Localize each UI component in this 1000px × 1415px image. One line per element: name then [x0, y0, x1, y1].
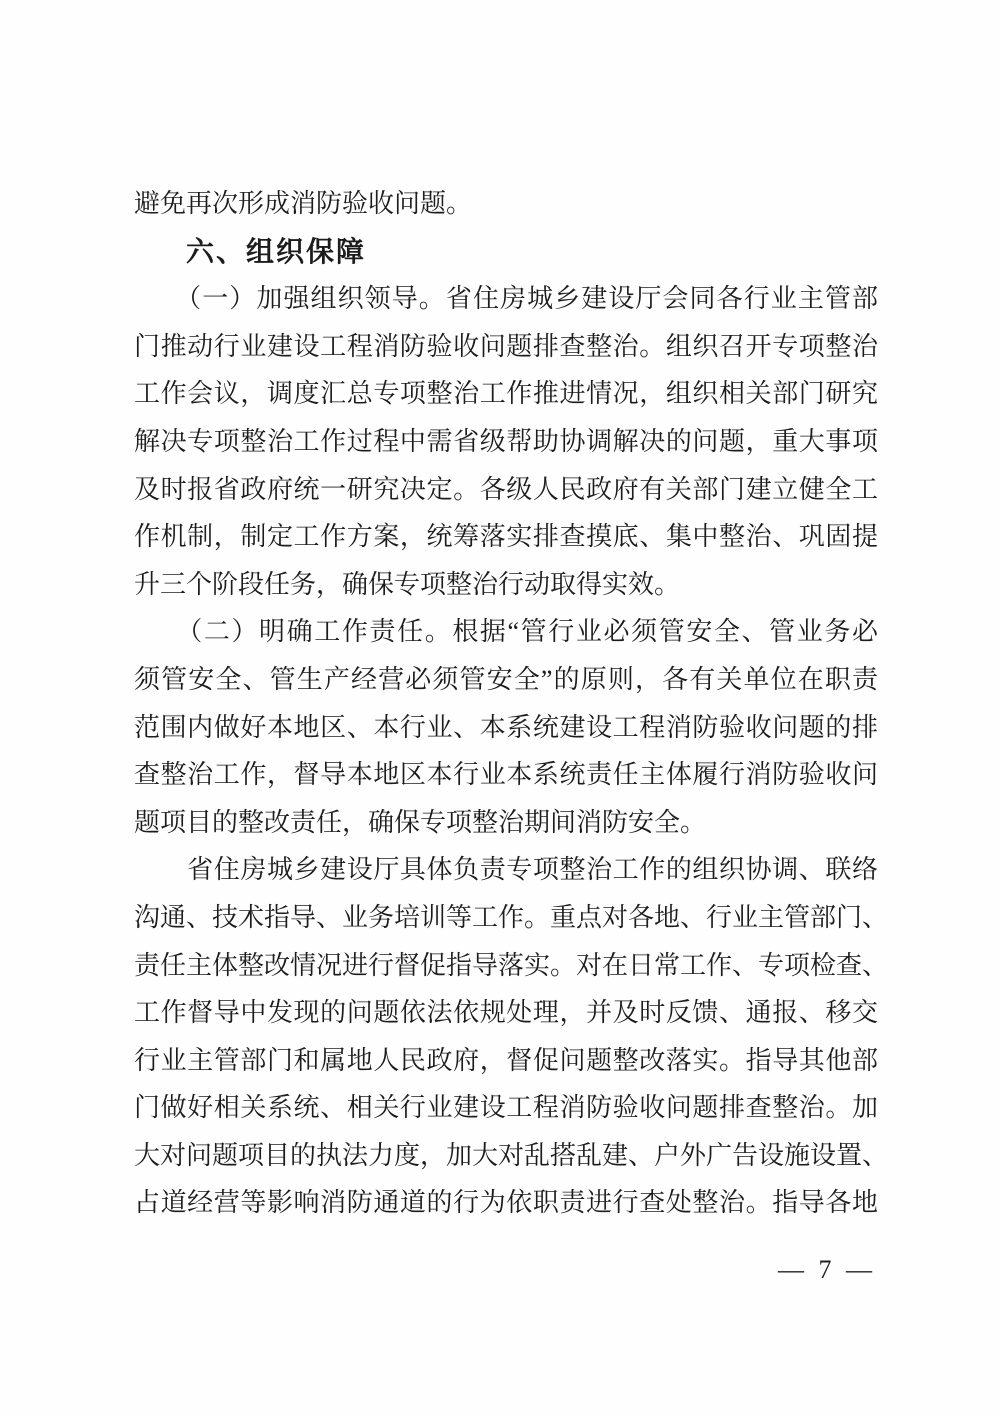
text-line: 门推动行业建设工程消防验收问题排查整治。组织召开专项整治	[134, 331, 878, 361]
text-line: 及时报省政府统一研究决定。各级人民政府有关部门建立健全工	[134, 474, 878, 504]
text-line: 门做好相关系统、相关行业建设工程消防验收问题排查整治。加	[134, 1093, 878, 1123]
paragraph	[134, 608, 878, 846]
text-line: 升三个阶段任务，确保专项整治行动取得实效。	[134, 569, 681, 599]
text-line: 解决专项整治工作过程中需省级帮助协调解决的问题，重大事项	[134, 426, 878, 456]
paragraph	[134, 275, 878, 608]
text-line: 范围内做好本地区、本行业、本系统建设工程消防验收问题的排	[134, 712, 878, 742]
text-line: 责任主体整改情况进行督促指导落实。对在日常工作、专项检查、	[134, 950, 889, 980]
text-line: 行业主管部门和属地人民政府，督促问题整改落实。指导其他部	[134, 1045, 878, 1075]
text-line: （二）明确工作责任。根据“管行业必须管安全、管业务必	[134, 617, 878, 647]
text-line: （一）加强组织领导。省住房城乡建设厅会同各行业主管部	[134, 284, 878, 314]
text-line: 工作会议，调度汇总专项整治工作推进情况，组织相关部门研究	[134, 379, 878, 409]
text-line: 大对问题项目的执法力度，加大对乱搭乱建、户外广告设施设置、	[134, 1140, 889, 1170]
paragraph-continuation-line: 避免再次形成消防验收问题。	[134, 189, 473, 218]
text-line: 省住房城乡建设厅具体负责专项整治工作的组织协调、联络	[134, 855, 878, 885]
section-heading: 六、组织保障	[186, 235, 367, 267]
text-line: 题项目的整改责任，确保专项整治期间消防安全。	[134, 807, 707, 837]
page-number: — 7 —	[778, 1255, 876, 1284]
text-line: 占道经营等影响消防通道的行为依职责进行查处整治。指导各地	[134, 1188, 878, 1218]
document-body	[134, 180, 889, 1227]
text-line: 查整治工作，督导本地区本行业本系统责任主体履行消防验收问	[134, 760, 878, 790]
paragraph	[134, 846, 889, 1227]
text-line: 沟通、技术指导、业务培训等工作。重点对各地、行业主管部门、	[134, 902, 889, 932]
text-line: 工作督导中发现的问题依法依规处理，并及时反馈、通报、移交	[134, 998, 878, 1028]
text-line: 须管安全、管生产经营必须管安全”的原则，各有关单位在职责	[134, 664, 878, 694]
text-line: 作机制，制定工作方案，统筹落实排查摸底、集中整治、巩固提	[134, 522, 878, 552]
